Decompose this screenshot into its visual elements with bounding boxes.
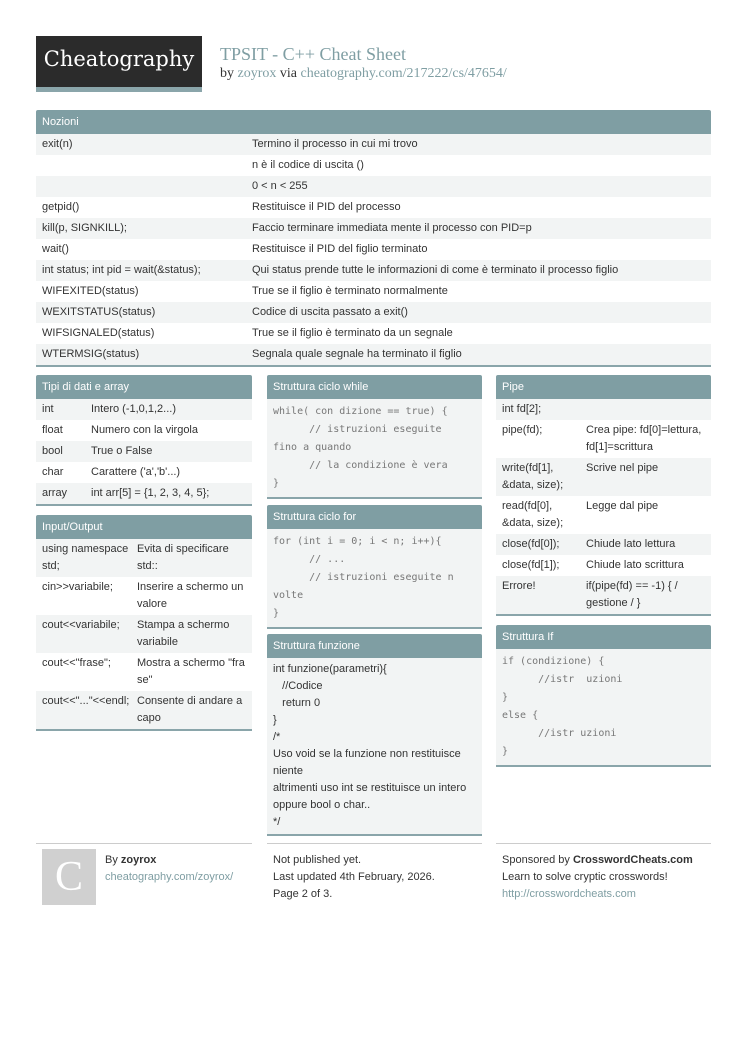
row-description: Inserire a schermo un valore <box>137 581 244 610</box>
row-term: close(fd[1]); <box>502 559 560 571</box>
byline-by: by <box>220 66 234 81</box>
table-row <box>36 302 711 323</box>
row-description: Crea pipe: fd[0]=lettura, fd[1]=scrittura <box>586 424 702 453</box>
byline <box>220 66 507 82</box>
table-row <box>496 420 711 458</box>
row-term <box>42 157 252 174</box>
logo-text: Cheatography <box>43 47 195 71</box>
row-description: Faccio terminare immediata mente il processo con PID=p <box>252 222 532 234</box>
row-term: WTERMSIG(status) <box>42 348 140 360</box>
row-term: wait() <box>42 243 69 255</box>
nozioni-table <box>36 134 711 365</box>
sponsored-by: Sponsored by <box>502 854 570 866</box>
row-description: True se il figlio è terminato da un segnale <box>252 327 453 339</box>
table-row <box>496 399 711 420</box>
row-description: if(pipe(fd) == -1) { / gestione / } <box>586 580 678 609</box>
row-description: Restituisce il PID del figlio terminato <box>252 243 428 255</box>
page-number: Page 2 of 3. <box>273 888 333 900</box>
section-title: Input/Output <box>36 515 252 539</box>
row-term: int fd[2]; <box>502 403 542 415</box>
row-term: array <box>42 487 68 499</box>
section-funzione <box>267 634 482 836</box>
section-nozioni <box>36 110 711 367</box>
row-term: write(fd[1], &data, size); <box>502 462 564 491</box>
row-description: Restituisce il PID del processo <box>252 201 401 213</box>
avatar-letter: C <box>54 854 83 900</box>
row-description: Stampa a schermo variabile <box>137 619 230 648</box>
row-description: Codice di uscita passato a exit() <box>252 306 408 318</box>
table-row <box>36 134 711 155</box>
row-term: float <box>42 424 63 436</box>
table-row <box>36 197 711 218</box>
row-term: int status; int pid = wait(&status); <box>42 264 201 276</box>
row-term: char <box>42 466 64 478</box>
table-row <box>36 462 252 483</box>
published-status: Not published yet. <box>273 854 362 866</box>
table-row <box>36 691 252 729</box>
row-term: cout<<variabile; <box>42 619 120 631</box>
last-updated: Last updated 4th February, 2026. <box>273 871 435 883</box>
if-code: if (condizione) { //istr uzioni } else { //istr uzioni } <box>496 649 711 765</box>
sponsor-link[interactable]: http://crosswordcheats.com <box>502 888 636 900</box>
row-description: Intero (-1,0,1,2...) <box>91 403 176 415</box>
table-row <box>36 155 711 176</box>
section-while <box>267 375 482 499</box>
row-term: Errore! <box>502 580 536 592</box>
sponsor-name[interactable]: CrosswordCheats.com <box>572 854 693 866</box>
table-row <box>36 239 711 260</box>
row-term: exit(n) <box>42 138 73 150</box>
while-code: while( con dizione == true) { // istruzioni eseguite fino a quando // la condizione è vera } <box>267 399 482 497</box>
row-description: True se il figlio è terminato normalmente <box>252 285 448 297</box>
byline-via: via <box>279 66 297 81</box>
page-title: TPSIT - C++ Cheat Sheet <box>220 44 406 64</box>
table-row <box>36 653 252 691</box>
table-row <box>36 615 252 653</box>
cheatography-logo[interactable] <box>36 36 202 92</box>
profile-link[interactable]: cheatography.com/zoyrox/ <box>105 871 234 883</box>
section-title: Struttura funzione <box>267 634 482 658</box>
section-io <box>36 515 252 731</box>
section-title: Struttura ciclo for <box>267 505 482 529</box>
row-description: Evita di specificare std:: <box>137 543 229 572</box>
section-title: Tipi di dati e array <box>36 375 252 399</box>
table-row <box>496 496 711 534</box>
row-term: WIFEXITED(status) <box>42 285 139 297</box>
row-description: Qui status prende tutte le informazioni di come è terminato il processo figlio <box>252 264 619 276</box>
table-row <box>36 260 711 281</box>
row-description: Chiude lato scrittura <box>586 559 684 571</box>
table-row <box>496 555 711 576</box>
table-row <box>496 534 711 555</box>
row-term <box>42 178 252 195</box>
author-link[interactable]: zoyrox <box>237 66 277 81</box>
table-row <box>36 441 252 462</box>
table-row <box>36 399 252 420</box>
row-description: True o False <box>91 445 153 457</box>
funzione-text: int funzione(parametri){ //Codice return 0 } /* Uso void se la funzione non restituisce niente altrimenti uso int se restituisce un intero oppure bool o char.. */ <box>267 658 482 834</box>
row-term: bool <box>42 445 63 457</box>
section-title: Struttura If <box>496 625 711 649</box>
row-term: kill(p, SIGNKILL); <box>42 222 127 234</box>
table-row <box>36 483 252 504</box>
row-term: using namespace std; <box>42 543 129 572</box>
row-description: Mostra a schermo "fra se" <box>137 657 245 686</box>
row-description: Chiude lato lettura <box>586 538 676 550</box>
section-title: Struttura ciclo while <box>267 375 482 399</box>
pipe-table <box>496 399 711 614</box>
section-for <box>267 505 482 629</box>
table-row <box>496 458 711 496</box>
row-term: close(fd[0]); <box>502 538 560 550</box>
row-term: WIFSIGNALED(status) <box>42 327 155 339</box>
row-description: Consente di andare a capo <box>137 695 243 724</box>
sheet-url-link[interactable]: cheatography.com/217222/cs/47654/ <box>300 66 507 81</box>
section-tipi <box>36 375 252 506</box>
row-term: cin>>variabile; <box>42 581 113 593</box>
row-term: cout<<"frase"; <box>42 657 111 669</box>
section-pipe <box>496 375 711 616</box>
row-description: Termino il processo in cui mi trovo <box>252 138 418 150</box>
table-row <box>36 218 711 239</box>
row-description: Numero con la virgola <box>91 424 198 436</box>
row-description: Segnala quale segnale ha terminato il figlio <box>252 348 462 360</box>
table-row <box>36 420 252 441</box>
table-row <box>36 323 711 344</box>
row-description: 0 < n < 255 <box>252 180 308 192</box>
table-row <box>36 577 252 615</box>
row-description: Carattere ('a','b'...) <box>91 466 181 478</box>
row-description <box>586 401 705 418</box>
tipi-table <box>36 399 252 504</box>
row-term: cout<<"..."<<endl; <box>42 695 130 707</box>
row-term: getpid() <box>42 201 80 213</box>
for-code: for (int i = 0; i < n; i++){ // ... // istruzioni eseguite n volte } <box>267 529 482 627</box>
row-term: pipe(fd); <box>502 424 543 436</box>
row-description: Scrive nel pipe <box>586 462 659 474</box>
row-description: n è il codice di uscita () <box>252 159 364 171</box>
footer-author <box>36 843 252 886</box>
row-description: int arr[5] = {1, 2, 3, 4, 5}; <box>91 487 210 499</box>
section-title: Pipe <box>496 375 711 399</box>
sponsor-tagline: Learn to solve cryptic crosswords! <box>502 871 668 883</box>
footer-meta <box>267 843 482 903</box>
row-term: int <box>42 403 54 415</box>
footer-by: By <box>105 854 118 866</box>
footer-author-name[interactable]: zoyrox <box>120 854 157 866</box>
sponsor-line <box>502 852 711 869</box>
table-row <box>36 281 711 302</box>
table-row <box>36 176 711 197</box>
io-table <box>36 539 252 729</box>
row-description: Legge dal pipe <box>586 500 659 512</box>
row-term: WEXITSTATUS(status) <box>42 306 156 318</box>
section-if <box>496 625 711 767</box>
footer-sponsor <box>496 843 711 903</box>
table-row <box>36 344 711 365</box>
section-title: Nozioni <box>36 110 711 134</box>
row-term: read(fd[0], &data, size); <box>502 500 564 529</box>
table-row <box>496 576 711 614</box>
table-row <box>36 539 252 577</box>
